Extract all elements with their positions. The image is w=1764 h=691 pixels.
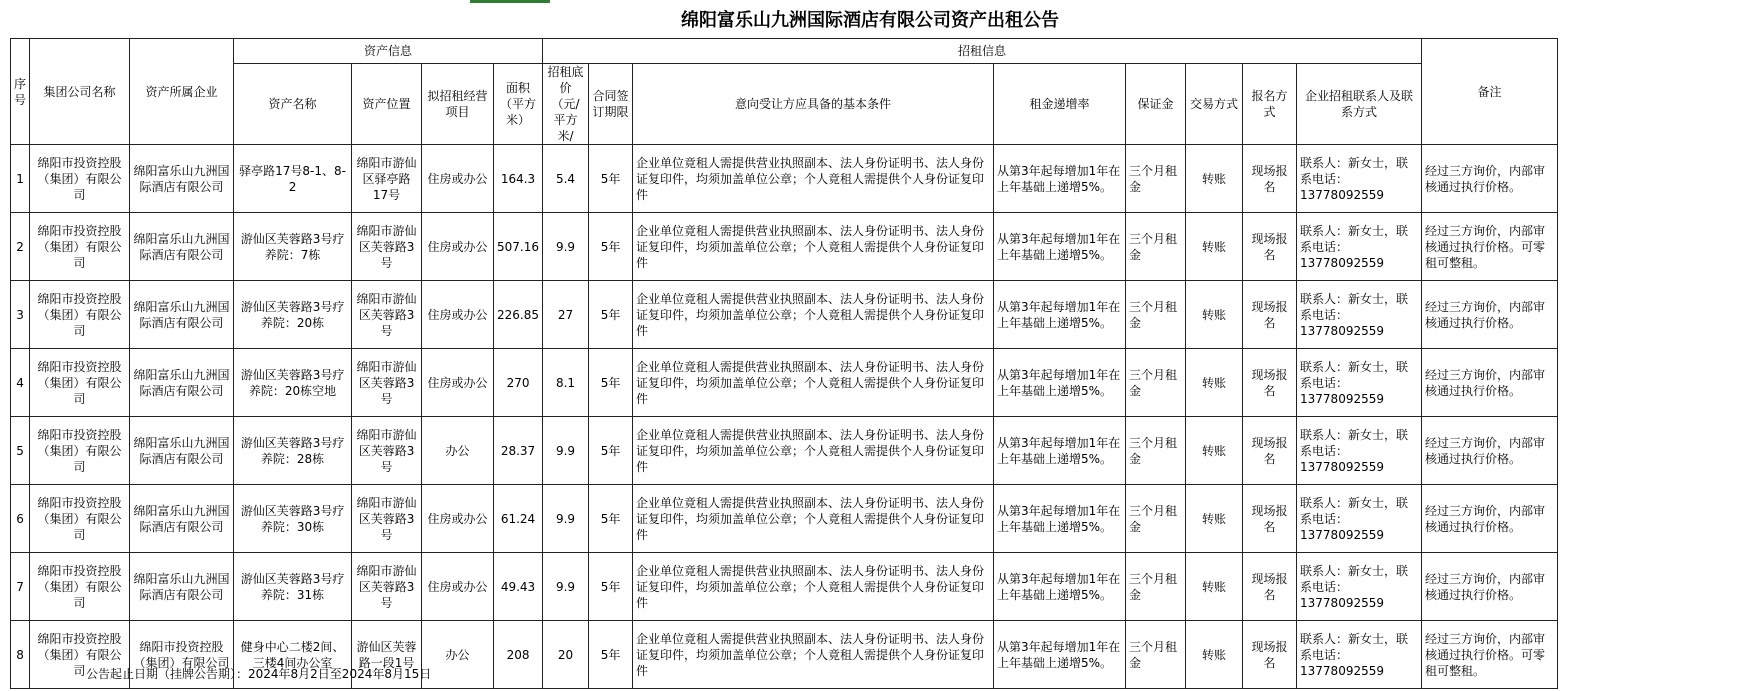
table-row bbox=[11, 349, 1558, 417]
header-group: 集团公司名称 bbox=[30, 39, 130, 145]
cell-group: 绵阳市投资控股（集团）有限公司 bbox=[30, 485, 130, 553]
cell-contact: 联系人：新女士，联系电话：13778092559 bbox=[1297, 553, 1422, 621]
cell-area: 507.16 bbox=[494, 213, 543, 281]
cell-group: 绵阳市投资控股（集团）有限公司 bbox=[30, 281, 130, 349]
cell-price: 9.9 bbox=[543, 213, 589, 281]
cell-location: 绵阳市游仙区芙蓉路3号 bbox=[352, 281, 422, 349]
cell-trade: 转账 bbox=[1186, 553, 1243, 621]
header-price: 招租底价（元/平方米/ bbox=[543, 64, 589, 145]
announcement-period: 公告起止日期（挂牌公告期）：2024年8月2日至2024年8月15日 bbox=[86, 667, 432, 681]
cell-project: 住房或办公 bbox=[422, 213, 494, 281]
cell-deposit: 三个月租金 bbox=[1126, 349, 1186, 417]
cell-location: 绵阳市游仙区芙蓉路3号 bbox=[352, 417, 422, 485]
cell-conditions: 企业单位竟租人需提供营业执照副本、法人身份证明书、法人身份证复印件，均须加盖单位公章；个人竟租人需提供个人身份证复印件 bbox=[633, 621, 994, 689]
cell-term: 5年 bbox=[589, 145, 633, 213]
cell-asset-name: 健身中心二楼2间、三楼4间办公室 bbox=[234, 621, 352, 689]
cell-signup: 现场报名 bbox=[1243, 485, 1297, 553]
cell-asset-name: 游仙区芙蓉路3号疗养院：28栋 bbox=[234, 417, 352, 485]
header-contact: 企业招租联系人及联系方式 bbox=[1297, 64, 1422, 145]
lease-table bbox=[10, 38, 1558, 689]
header-lease-info: 招租信息 bbox=[543, 39, 1422, 64]
cell-conditions: 企业单位竟租人需提供营业执照副本、法人身份证明书、法人身份证复印件，均须加盖单位公章；个人竟租人需提供个人身份证复印件 bbox=[633, 485, 994, 553]
cell-area: 61.24 bbox=[494, 485, 543, 553]
cell-conditions: 企业单位竟租人需提供营业执照副本、法人身份证明书、法人身份证复印件，均须加盖单位公章；个人竟租人需提供个人身份证复印件 bbox=[633, 145, 994, 213]
cell-price: 8.1 bbox=[543, 349, 589, 417]
cell-project: 住房或办公 bbox=[422, 281, 494, 349]
cell-deposit: 三个月租金 bbox=[1126, 145, 1186, 213]
cell-owner: 绵阳富乐山九洲国际酒店有限公司 bbox=[130, 281, 234, 349]
cell-conditions: 企业单位竟租人需提供营业执照副本、法人身份证明书、法人身份证复印件，均须加盖单位公章；个人竟租人需提供个人身份证复印件 bbox=[633, 553, 994, 621]
cell-location: 游仙区芙蓉路一段1号 bbox=[352, 621, 422, 689]
header-growth: 租金递增率 bbox=[994, 64, 1126, 145]
cell-contact: 联系人：新女士，联系电话：13778092559 bbox=[1297, 349, 1422, 417]
cell-term: 5年 bbox=[589, 553, 633, 621]
header-signup: 报名方式 bbox=[1243, 64, 1297, 145]
cell-signup: 现场报名 bbox=[1243, 145, 1297, 213]
cell-seq: 2 bbox=[11, 213, 30, 281]
cell-growth: 从第3年起每增加1年在上年基础上递增5%。 bbox=[994, 281, 1126, 349]
cell-area: 49.43 bbox=[494, 553, 543, 621]
cell-owner: 绵阳富乐山九洲国际酒店有限公司 bbox=[130, 145, 234, 213]
cell-area: 164.3 bbox=[494, 145, 543, 213]
cell-contact: 联系人：新女士，联系电话：13778092559 bbox=[1297, 213, 1422, 281]
cell-term: 5年 bbox=[589, 485, 633, 553]
header-asset-info: 资产信息 bbox=[234, 39, 543, 64]
cell-group: 绵阳市投资控股（集团）有限公司 bbox=[30, 621, 130, 689]
cell-growth: 从第3年起每增加1年在上年基础上递增5%。 bbox=[994, 145, 1126, 213]
cell-location: 绵阳市游仙区驿亭路17号 bbox=[352, 145, 422, 213]
cell-trade: 转账 bbox=[1186, 417, 1243, 485]
cell-growth: 从第3年起每增加1年在上年基础上递增5%。 bbox=[994, 553, 1126, 621]
cell-group: 绵阳市投资控股（集团）有限公司 bbox=[30, 417, 130, 485]
cell-asset-name: 游仙区芙蓉路3号疗养院：20栋空地 bbox=[234, 349, 352, 417]
cell-group: 绵阳市投资控股（集团）有限公司 bbox=[30, 145, 130, 213]
cell-location: 绵阳市游仙区芙蓉路3号 bbox=[352, 485, 422, 553]
cell-term: 5年 bbox=[589, 621, 633, 689]
cell-contact: 联系人：新女士，联系电话：13778092559 bbox=[1297, 621, 1422, 689]
header-note: 备注 bbox=[1422, 39, 1558, 145]
cell-area: 28.37 bbox=[494, 417, 543, 485]
table-body bbox=[11, 145, 1558, 689]
table-row bbox=[11, 145, 1558, 213]
cell-deposit: 三个月租金 bbox=[1126, 281, 1186, 349]
cell-trade: 转账 bbox=[1186, 621, 1243, 689]
cell-contact: 联系人：新女士，联系电话：13778092559 bbox=[1297, 485, 1422, 553]
cell-area: 270 bbox=[494, 349, 543, 417]
cell-owner: 绵阳富乐山九洲国际酒店有限公司 bbox=[130, 417, 234, 485]
cell-owner: 绵阳富乐山九洲国际酒店有限公司 bbox=[130, 213, 234, 281]
cell-growth: 从第3年起每增加1年在上年基础上递增5%。 bbox=[994, 417, 1126, 485]
cell-project: 办公 bbox=[422, 417, 494, 485]
header-trade: 交易方式 bbox=[1186, 64, 1243, 145]
cell-note: 经过三方询价，内部审核通过执行价格。 bbox=[1422, 349, 1558, 417]
cell-note: 经过三方询价，内部审核通过执行价格。 bbox=[1422, 417, 1558, 485]
cell-seq: 5 bbox=[11, 417, 30, 485]
cell-signup: 现场报名 bbox=[1243, 621, 1297, 689]
cell-price: 9.9 bbox=[543, 417, 589, 485]
cell-group: 绵阳市投资控股（集团）有限公司 bbox=[30, 349, 130, 417]
cell-note: 经过三方询价，内部审核通过执行价格。 bbox=[1422, 281, 1558, 349]
cell-seq: 3 bbox=[11, 281, 30, 349]
cell-project: 住房或办公 bbox=[422, 145, 494, 213]
cell-signup: 现场报名 bbox=[1243, 281, 1297, 349]
cell-term: 5年 bbox=[589, 349, 633, 417]
cell-group: 绵阳市投资控股（集团）有限公司 bbox=[30, 213, 130, 281]
cell-owner: 绵阳市投资控股（集团）有限公司 bbox=[130, 621, 234, 689]
table-row bbox=[11, 281, 1558, 349]
cell-price: 20 bbox=[543, 621, 589, 689]
cell-deposit: 三个月租金 bbox=[1126, 621, 1186, 689]
cell-growth: 从第3年起每增加1年在上年基础上递增5%。 bbox=[994, 213, 1126, 281]
cell-signup: 现场报名 bbox=[1243, 213, 1297, 281]
cell-project: 住房或办公 bbox=[422, 553, 494, 621]
cell-term: 5年 bbox=[589, 213, 633, 281]
cell-deposit: 三个月租金 bbox=[1126, 417, 1186, 485]
cell-trade: 转账 bbox=[1186, 145, 1243, 213]
cell-project: 住房或办公 bbox=[422, 349, 494, 417]
cell-location: 绵阳市游仙区芙蓉路3号 bbox=[352, 349, 422, 417]
cell-note: 经过三方询价，内部审核通过执行价格。可零租可整租。 bbox=[1422, 621, 1558, 689]
header-asset-name: 资产名称 bbox=[234, 64, 352, 145]
cell-conditions: 企业单位竟租人需提供营业执照副本、法人身份证明书、法人身份证复印件，均须加盖单位公章；个人竟租人需提供个人身份证复印件 bbox=[633, 281, 994, 349]
cell-project: 住房或办公 bbox=[422, 485, 494, 553]
header-owner: 资产所属企业 bbox=[130, 39, 234, 145]
cell-project: 办公 bbox=[422, 621, 494, 689]
cell-trade: 转账 bbox=[1186, 281, 1243, 349]
cell-owner: 绵阳富乐山九洲国际酒店有限公司 bbox=[130, 553, 234, 621]
cell-seq: 6 bbox=[11, 485, 30, 553]
cell-trade: 转账 bbox=[1186, 213, 1243, 281]
table-row bbox=[11, 213, 1558, 281]
header-location: 资产位置 bbox=[352, 64, 422, 145]
cell-growth: 从第3年起每增加1年在上年基础上递增5%。 bbox=[994, 349, 1126, 417]
cell-price: 27 bbox=[543, 281, 589, 349]
cell-owner: 绵阳富乐山九洲国际酒店有限公司 bbox=[130, 485, 234, 553]
active-cell-indicator bbox=[470, 0, 550, 3]
header-term: 合同签订期限 bbox=[589, 64, 633, 145]
cell-conditions: 企业单位竟租人需提供营业执照副本、法人身份证明书、法人身份证复印件，均须加盖单位公章；个人竟租人需提供个人身份证复印件 bbox=[633, 213, 994, 281]
page-title: 绵阳富乐山九洲国际酒店有限公司资产出租公告 bbox=[681, 10, 1059, 31]
header-conditions: 意向受让方应具备的基本条件 bbox=[633, 64, 994, 145]
cell-deposit: 三个月租金 bbox=[1126, 553, 1186, 621]
cell-conditions: 企业单位竟租人需提供营业执照副本、法人身份证明书、法人身份证复印件，均须加盖单位公章；个人竟租人需提供个人身份证复印件 bbox=[633, 349, 994, 417]
cell-growth: 从第3年起每增加1年在上年基础上递增5%。 bbox=[994, 485, 1126, 553]
cell-trade: 转账 bbox=[1186, 349, 1243, 417]
table-row bbox=[11, 485, 1558, 553]
cell-signup: 现场报名 bbox=[1243, 349, 1297, 417]
cell-price: 5.4 bbox=[543, 145, 589, 213]
cell-deposit: 三个月租金 bbox=[1126, 213, 1186, 281]
cell-signup: 现场报名 bbox=[1243, 553, 1297, 621]
cell-group: 绵阳市投资控股（集团）有限公司 bbox=[30, 553, 130, 621]
cell-area: 208 bbox=[494, 621, 543, 689]
header-project: 拟招租经营项目 bbox=[422, 64, 494, 145]
cell-note: 经过三方询价，内部审核通过执行价格。 bbox=[1422, 145, 1558, 213]
cell-seq: 8 bbox=[11, 621, 30, 689]
cell-note: 经过三方询价，内部审核通过执行价格。 bbox=[1422, 485, 1558, 553]
cell-owner: 绵阳富乐山九洲国际酒店有限公司 bbox=[130, 349, 234, 417]
cell-location: 绵阳市游仙区芙蓉路3号 bbox=[352, 553, 422, 621]
cell-asset-name: 游仙区芙蓉路3号疗养院：30栋 bbox=[234, 485, 352, 553]
header-deposit: 保证金 bbox=[1126, 64, 1186, 145]
cell-asset-name: 游仙区芙蓉路3号疗养院：7栋 bbox=[234, 213, 352, 281]
cell-seq: 4 bbox=[11, 349, 30, 417]
cell-asset-name: 游仙区芙蓉路3号疗养院：31栋 bbox=[234, 553, 352, 621]
cell-term: 5年 bbox=[589, 281, 633, 349]
cell-asset-name: 游仙区芙蓉路3号疗养院：20栋 bbox=[234, 281, 352, 349]
cell-seq: 7 bbox=[11, 553, 30, 621]
cell-growth: 从第3年起每增加1年在上年基础上递增5%。 bbox=[994, 621, 1126, 689]
header-area: 面积（平方米） bbox=[494, 64, 543, 145]
cell-note: 经过三方询价，内部审核通过执行价格。可零租可整租。 bbox=[1422, 213, 1558, 281]
cell-contact: 联系人：新女士，联系电话：13778092559 bbox=[1297, 417, 1422, 485]
cell-signup: 现场报名 bbox=[1243, 417, 1297, 485]
cell-contact: 联系人：新女士，联系电话：13778092559 bbox=[1297, 281, 1422, 349]
header-seq: 序号 bbox=[11, 39, 30, 145]
cell-contact: 联系人：新女士，联系电话：13778092559 bbox=[1297, 145, 1422, 213]
cell-note: 经过三方询价，内部审核通过执行价格。 bbox=[1422, 553, 1558, 621]
cell-area: 226.85 bbox=[494, 281, 543, 349]
cell-seq: 1 bbox=[11, 145, 30, 213]
cell-price: 9.9 bbox=[543, 553, 589, 621]
table-row bbox=[11, 417, 1558, 485]
cell-conditions: 企业单位竟租人需提供营业执照副本、法人身份证明书、法人身份证复印件，均须加盖单位公章；个人竟租人需提供个人身份证复印件 bbox=[633, 417, 994, 485]
cell-asset-name: 驿亭路17号8-1、8-2 bbox=[234, 145, 352, 213]
cell-trade: 转账 bbox=[1186, 485, 1243, 553]
cell-price: 9.9 bbox=[543, 485, 589, 553]
cell-deposit: 三个月租金 bbox=[1126, 485, 1186, 553]
cell-location: 绵阳市游仙区芙蓉路3号 bbox=[352, 213, 422, 281]
table-row bbox=[11, 553, 1558, 621]
cell-term: 5年 bbox=[589, 417, 633, 485]
